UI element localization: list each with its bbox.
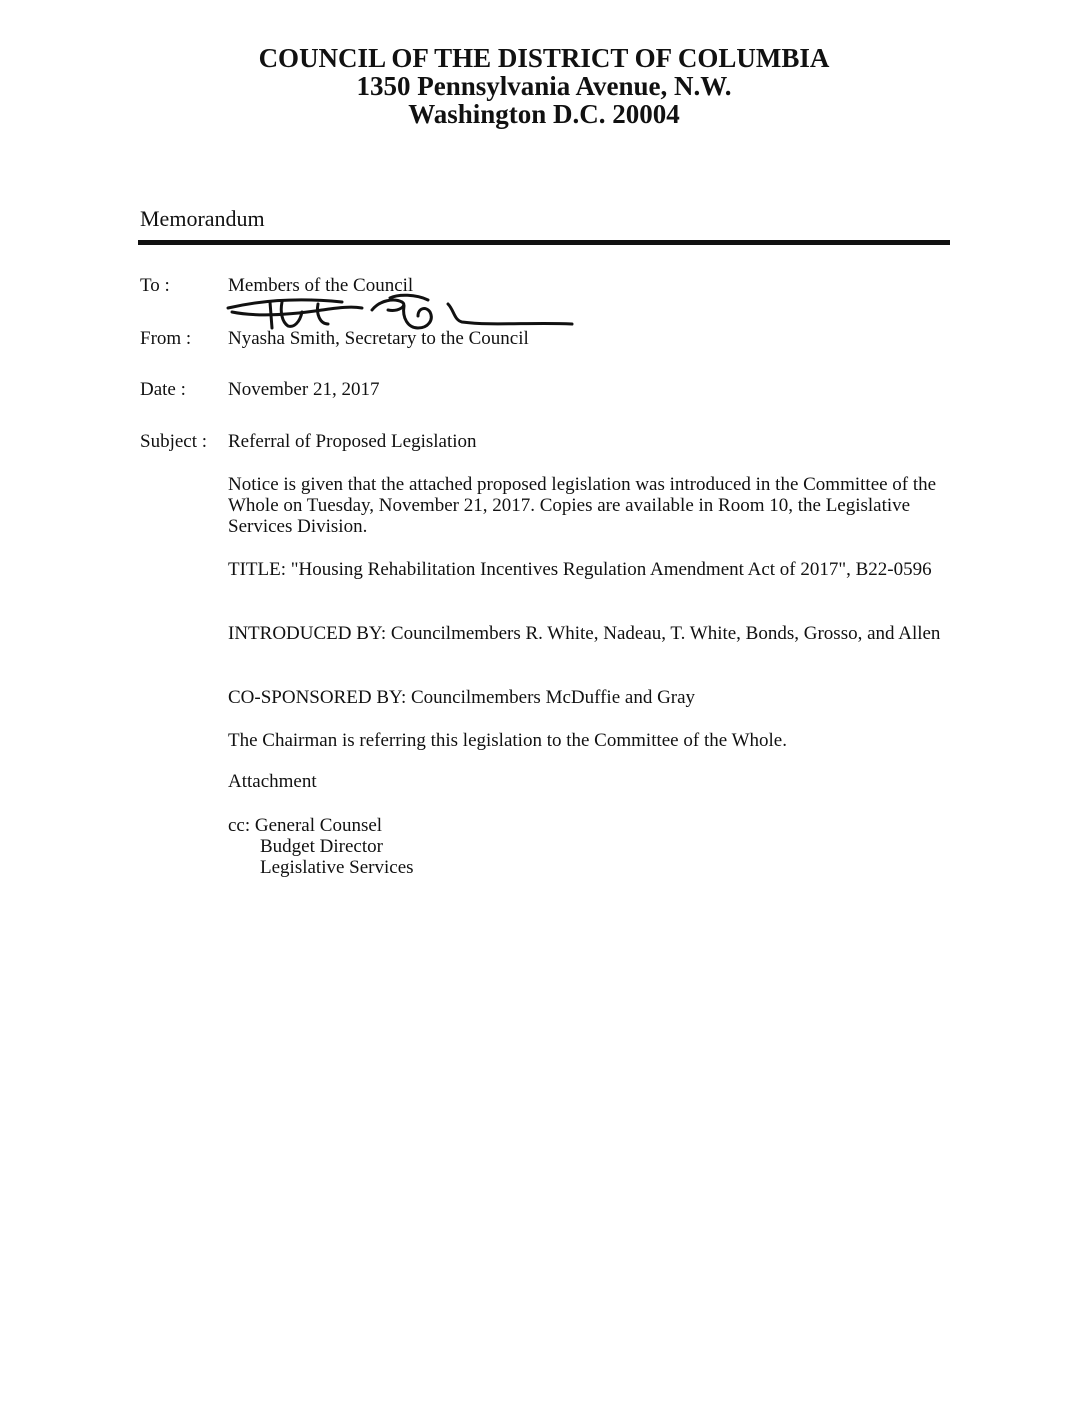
letterhead-city-address: Washington D.C. 20004: [408, 99, 680, 129]
from-label: From :: [140, 328, 192, 349]
date-label: Date :: [140, 379, 186, 400]
introduced-by: INTRODUCED BY: Councilmembers R. White, Nadeau, T. White, Bonds, Grosso, and Allen: [228, 623, 941, 644]
subject-value: Referral of Proposed Legislation: [228, 431, 477, 452]
cc-list: [228, 815, 950, 878]
cc-general-counsel: cc: General Counsel: [228, 815, 383, 836]
letterhead: [0, 44, 1088, 128]
to-value: Members of the Council: [228, 275, 414, 296]
from-value: Nyasha Smith, Secretary to the Council: [228, 328, 529, 349]
to-label: To :: [140, 275, 170, 296]
date-value: November 21, 2017: [228, 379, 380, 400]
co-sponsored-by: CO-SPONSORED BY: Councilmembers McDuffie and Gray: [228, 687, 696, 708]
cc-budget-director: Budget Director: [260, 836, 383, 857]
cc-legislative-services: Legislative Services: [260, 857, 414, 878]
referral-statement: The Chairman is referring this legislation to the Committee of the Whole.: [228, 730, 787, 751]
letterhead-street-address: 1350 Pennsylvania Avenue, N.W.: [356, 71, 732, 101]
memo-title: Memorandum: [140, 206, 265, 231]
legislation-title: TITLE: "Housing Rehabilitation Incentives Regulation Amendment Act of 2017", B22-0596: [228, 559, 932, 580]
letterhead-organization: COUNCIL OF THE DISTRICT OF COLUMBIA: [258, 43, 830, 73]
title-divider: [138, 240, 950, 245]
subject-label: Subject :: [140, 431, 208, 452]
attachment-note: Attachment: [228, 771, 317, 792]
notice-paragraph: Notice is given that the attached proposed legislation was introduced in the Committee of the Whole on Tuesday, November 21, 2017. Copies are available in Room 10, the Legislative Services Division.: [228, 474, 937, 537]
